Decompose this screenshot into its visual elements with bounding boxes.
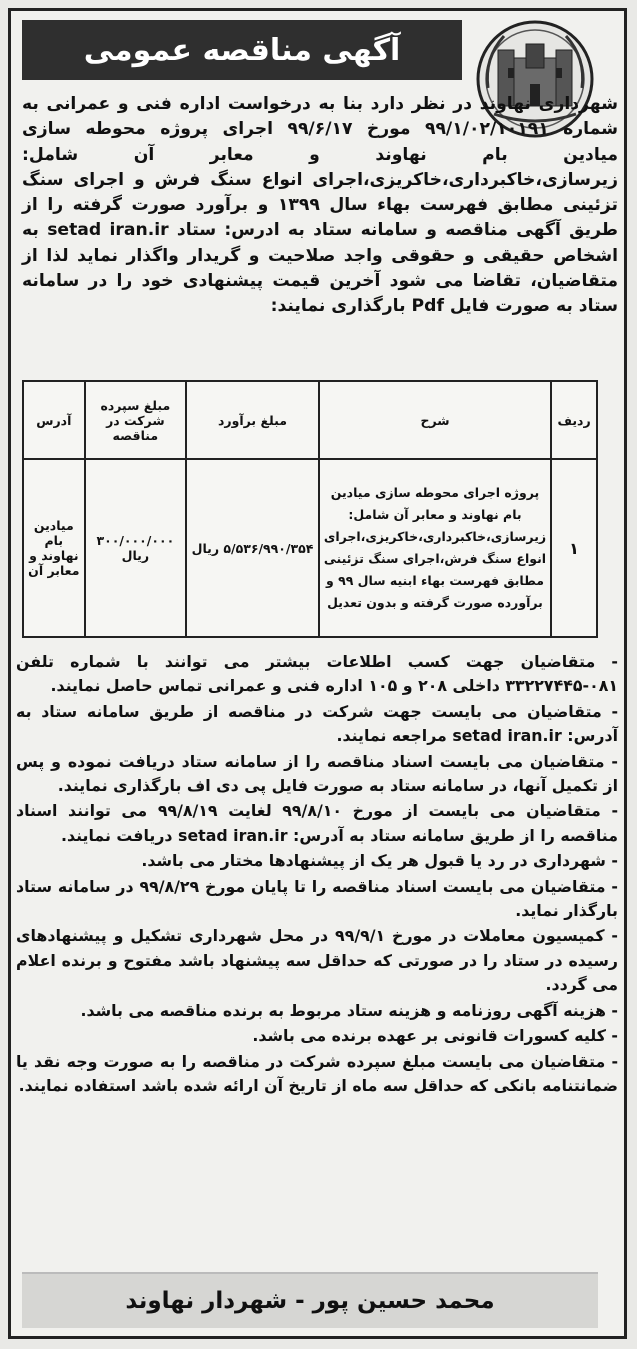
list-item: - هزینه آگهی روزنامه و هزینه ستاد مربوط به برنده مناقصه می باشد.	[80, 1000, 618, 1020]
list-item: - متقاضیان می بایست مبلغ سپرده شرکت در مناقصه را به صورت وجه نقد یا ضمانتنامه بانکی که حداقل سه ماه از تاریخ آن ارائه شده باشد استفاده نمایند.	[16, 1051, 618, 1095]
list-item: - متقاضیان می بایست از مورخ ۹۹/۸/۱۰ لغایت ۹۹/۸/۱۹ می توانند اسناد مناقصه را از طریق سامانه ستاد به آدرس: setad iran.ir دریافت نمایند.	[16, 801, 618, 845]
list-item: - متقاضیان جهت کسب اطلاعات بیشتر می توانند با شماره تلفن ۰۸۱-۳۳۲۲۷۴۴۵ داخلی ۲۰۸ و ۱۰۵ اداره فنی و عمرانی تماس حاصل نمایند.	[16, 652, 618, 696]
cell-deposit: ۳۰۰/۰۰۰/۰۰۰ ریال	[85, 459, 186, 637]
cell-row-number: ۱	[551, 459, 597, 637]
page-title-text: آگهی مناقصه عمومی	[83, 32, 401, 68]
header-deposit: مبلغ سپرده شرکت در مناقصه	[85, 381, 186, 459]
intro-paragraph: شهرداری نهاوند در نظر دارد بنا به درخواست اداره فنی و عمرانی به شماره ۹۹/۱/۰۲/۱۰۱۹۱ مورخ ۹۹/۶/۱۷ اجرای پروژه محوطه سازی میادین بام نهاوند و معابر آن شامل: زیرسازی،خاکبرداری،خاکریزی،اجرای انواع سنگ فرش و اجرای سنگ تزئینی مطابق فهرست بهاء سال ۱۳۹۹ و برآورد صورت گرفته را از طریق آگهی مناقصه و سامانه ستاد به ادرس: ستاد setad iran.ir به اشخاص حقیقی و حقوقی واجد صلاحیت و گریدار واگذار نماید لذا از متقاضیان، تقاضا می شود آخرین قیمت پیشنهادی خود را در سامانه ستاد به صورت فایل Pdf بارگذاری نمایند:	[22, 94, 619, 317]
cell-description: پروژه اجرای محوطه سازی میادین بام نهاوند و معابر آن شامل: زیرسازی،خاکبرداری،خاکریزی،اجرای انواع سنگ فرش،اجرای سنگ تزئینی مطابق فهرست بهاء ابنیه سال ۹۹ و برآورده صورت گرفته و بدون تعدیل	[319, 459, 551, 637]
page-title	[22, 20, 462, 80]
cell-estimate: ۵/۵۳۶/۹۹۰/۳۵۴ ریال	[186, 459, 319, 637]
header-address: آدرس	[23, 381, 85, 459]
table-row	[23, 459, 597, 637]
header-description: شرح	[319, 381, 551, 459]
notes-list	[16, 650, 618, 1099]
table-header-row	[23, 381, 597, 459]
header-row-number: ردیف	[551, 381, 597, 459]
cell-address: میادین بام نهاوند و معابر آن	[23, 459, 85, 637]
signature-text: محمد حسین پور - شهردار نهاوند	[125, 1288, 495, 1314]
list-item: - متقاضیان می بایست جهت شرکت در مناقصه از طریق سامانه ستاد به آدرس: setad iran.ir مراجعه نمایند.	[16, 701, 618, 746]
signature-banner	[22, 1272, 598, 1328]
list-item: - کمیسیون معاملات در مورخ ۹۹/۹/۱ در محل شهرداری تشکیل و پیشنهادهای رسیده در ستاد را در صورتی که حداقل سه پیشنهاد باشد مفتوح و برنده اعلام می گردد.	[16, 926, 618, 995]
list-item: - متقاضیان می بایست اسناد مناقصه را از سامانه ستاد دریافت نموده و پس از تکمیل آنها، در سامانه ستاد به صورت فایل پی دی اف بارگذاری نمایند.	[16, 751, 618, 796]
list-item: - شهرداری در رد یا قبول هر یک از پیشنهادها مختار می باشد.	[141, 851, 618, 871]
intro-section	[22, 92, 618, 320]
header-estimate: مبلغ برآورد	[186, 381, 319, 459]
items-table	[22, 380, 598, 638]
list-item: - کلیه کسورات قانونی بر عهده برنده می باشد.	[252, 1026, 618, 1046]
list-item: - متقاضیان می بایست اسناد مناقصه را تا پایان مورخ ۹۹/۸/۲۹ در سامانه ستاد بارگذار نماید.	[16, 876, 618, 921]
